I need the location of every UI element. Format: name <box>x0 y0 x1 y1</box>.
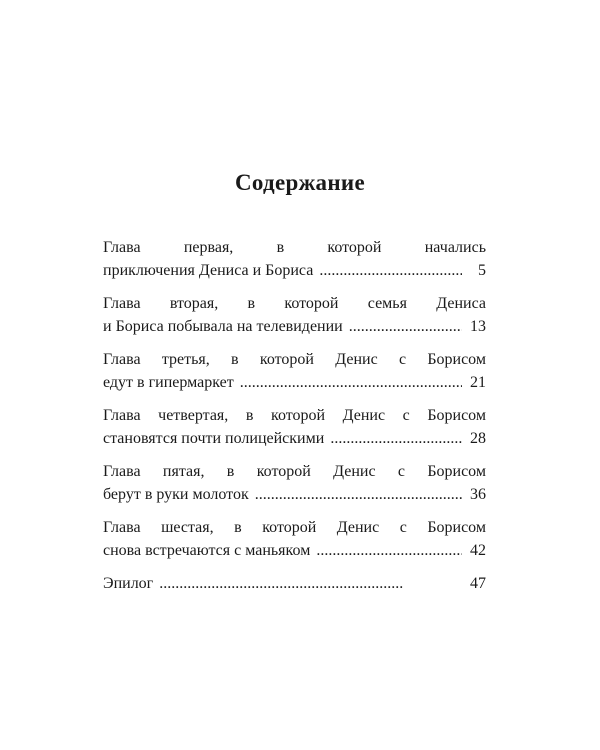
toc-page-number: 5 <box>478 262 486 279</box>
toc-entry-title-line1: Глава пятая, в которой Денис с Борисом <box>103 463 486 480</box>
toc-entry[interactable] <box>103 460 486 506</box>
toc-entry-title-line2 <box>103 371 486 394</box>
toc-entry-title-text: приключения Дениса и Бориса <box>103 262 314 279</box>
toc-entry-title-line1: Глава вторая, в которой семья Дениса <box>103 295 486 312</box>
toc-entry-title-text: Эпилог <box>103 575 154 592</box>
table-of-contents <box>103 236 486 605</box>
toc-page-number: 42 <box>470 542 486 559</box>
dot-leader <box>349 315 462 338</box>
toc-page-number: 36 <box>470 486 486 503</box>
dot-leader <box>255 483 462 506</box>
toc-entry-title-line2 <box>103 539 486 562</box>
dot-leader <box>330 427 462 450</box>
toc-entry-title-text: берут в руки молоток <box>103 486 249 503</box>
dot-leader <box>316 539 462 562</box>
toc-entry-title-line1: Глава четвертая, в которой Денис с Борисом <box>103 407 486 424</box>
toc-entry-title-line2 <box>103 427 486 450</box>
toc-entry-title-line2 <box>103 572 486 595</box>
toc-entry[interactable] <box>103 236 486 282</box>
toc-page-number: 28 <box>470 430 486 447</box>
toc-entry-title-line1: Глава третья, в которой Денис с Борисом <box>103 351 486 368</box>
toc-entry-title-line2 <box>103 259 486 282</box>
toc-entry-title-line1: Глава шестая, в которой Денис с Борисом <box>103 519 486 536</box>
dot-leader <box>319 259 462 282</box>
toc-entry[interactable] <box>103 348 486 394</box>
toc-entry-title-text: снова встречаются с маньяком <box>103 542 311 559</box>
toc-entry-title-text: едут в гипермаркет <box>103 374 234 391</box>
dot-leader <box>159 572 462 595</box>
toc-page-number: 21 <box>470 374 486 391</box>
page-title: Содержание <box>235 170 365 195</box>
toc-entry[interactable] <box>103 516 486 562</box>
toc-entry[interactable] <box>103 404 486 450</box>
dot-leader <box>240 371 462 394</box>
toc-entry[interactable] <box>103 292 486 338</box>
toc-entry-title-line2 <box>103 315 486 338</box>
toc-entry-title-line1: Глава первая, в которой начались <box>103 239 486 256</box>
toc-entry-title-text: и Бориса побывала на телевидении <box>103 318 343 335</box>
toc-page-number: 13 <box>470 318 486 335</box>
toc-entry-title-text: становятся почти полицейскими <box>103 430 325 447</box>
toc-entry-title-line2 <box>103 483 486 506</box>
toc-page-number: 47 <box>470 575 486 592</box>
toc-entry-epilogue[interactable] <box>103 572 486 595</box>
